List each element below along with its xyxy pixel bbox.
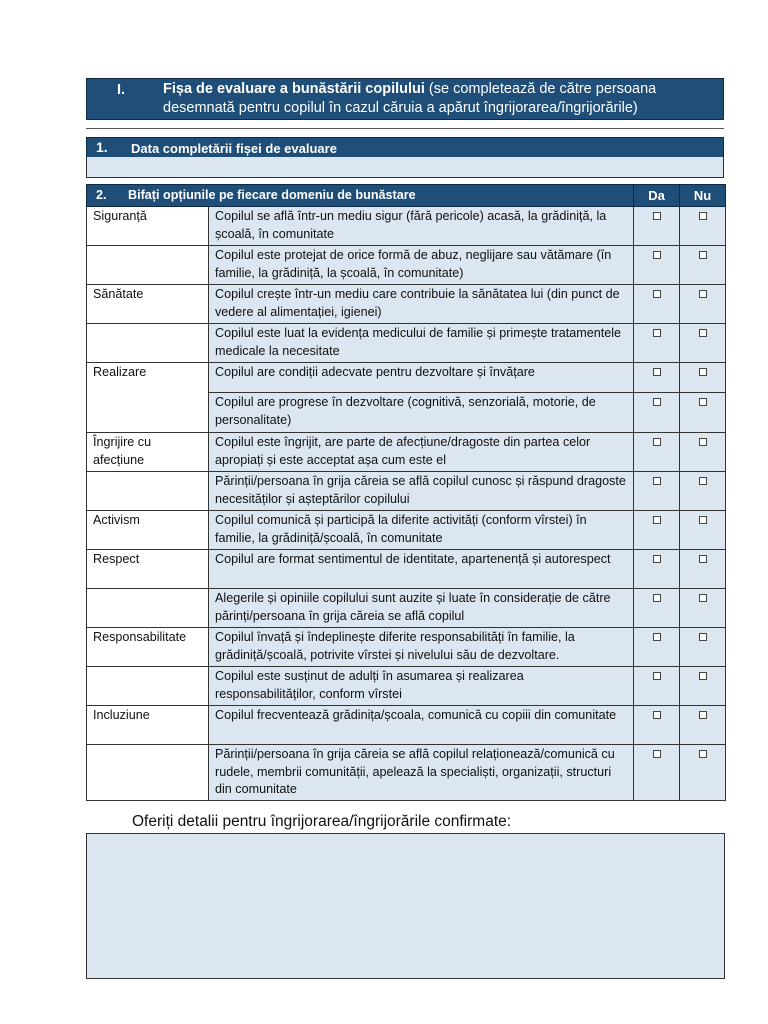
checkbox-yes[interactable] <box>653 711 661 719</box>
checkbox-cell-yes <box>634 324 680 363</box>
section-title <box>163 80 719 118</box>
checkbox-cell-no <box>680 550 726 589</box>
checkbox-cell-no <box>680 285 726 324</box>
checkbox-cell-yes <box>634 246 680 285</box>
checkbox-no[interactable] <box>699 555 707 563</box>
section-title-rest: (se completează de către persoana desemnată pentru copilul în cazul căruia a apărut îngrijorarea/îngrijorările) <box>163 81 657 116</box>
domain-cell: Incluziune <box>87 706 209 745</box>
checkbox-cell-no <box>680 472 726 511</box>
criterion-cell: Copilul este susținut de adulți în asumarea și realizarea responsabilităților, conform vîrstei <box>209 667 634 706</box>
criterion-cell: Copilul este protejat de orice formă de abuz, neglijare sau vătămare (în familie, la grădiniță, la școală, în comunitate) <box>209 246 634 285</box>
criterion-cell: Copilul frecventează grădinița/școala, comunică cu copiii din comunitate <box>209 706 634 745</box>
criterion-cell: Alegerile și opiniile copilului sunt auzite și luate în considerație de către părinți/persoana în grija căreia se află copilul <box>209 589 634 628</box>
evaluation-table-header <box>87 185 726 207</box>
domain-cell <box>87 324 209 363</box>
checkbox-yes[interactable] <box>653 633 661 641</box>
checkbox-cell-yes <box>634 667 680 706</box>
domain-cell <box>87 589 209 628</box>
checkbox-cell-no <box>680 433 726 472</box>
checkbox-yes[interactable] <box>653 477 661 485</box>
column-header-yes: Da <box>634 185 680 207</box>
checkbox-cell-yes <box>634 433 680 472</box>
checkbox-cell-yes <box>634 511 680 550</box>
checkbox-no[interactable] <box>699 594 707 602</box>
part2-header <box>87 185 634 207</box>
criterion-cell: Copilul este îngrijit, are parte de afecțiune/dragoste din partea celor apropiați și este acceptat așa cum este el <box>209 433 634 472</box>
checkbox-cell-no <box>680 511 726 550</box>
domain-cell: Siguranță <box>87 207 209 246</box>
checkbox-cell-no <box>680 363 726 393</box>
table-row <box>87 628 726 667</box>
checkbox-no[interactable] <box>699 368 707 376</box>
checkbox-cell-yes <box>634 628 680 667</box>
domain-cell: Responsabilitate <box>87 628 209 667</box>
checkbox-yes[interactable] <box>653 398 661 406</box>
checkbox-cell-yes <box>634 363 680 393</box>
checkbox-yes[interactable] <box>653 212 661 220</box>
domain-cell: Activism <box>87 511 209 550</box>
checkbox-cell-no <box>680 393 726 433</box>
table-row <box>87 511 726 550</box>
checkbox-no[interactable] <box>699 750 707 758</box>
checkbox-no[interactable] <box>699 633 707 641</box>
column-header-no: Nu <box>680 185 726 207</box>
domain-cell: Sănătate <box>87 285 209 324</box>
checkbox-cell-no <box>680 745 726 801</box>
checkbox-cell-no <box>680 246 726 285</box>
criterion-cell: Copilul are progrese în dezvoltare (cognitivă, senzorială, motorie, de personalitate) <box>209 393 634 433</box>
criterion-cell: Copilul este luat la evidența medicului de familie și primește tratamentele medicale la necesitate <box>209 324 634 363</box>
checkbox-cell-no <box>680 667 726 706</box>
checkbox-yes[interactable] <box>653 516 661 524</box>
table-row <box>87 745 726 801</box>
checkbox-no[interactable] <box>699 329 707 337</box>
section-title-bold: Fișa de evaluare a bunăstării copilului <box>163 81 425 97</box>
checkbox-cell-no <box>680 589 726 628</box>
domain-cell <box>87 667 209 706</box>
checkbox-cell-yes <box>634 472 680 511</box>
details-textarea[interactable] <box>86 833 725 979</box>
table-row <box>87 324 726 363</box>
criterion-cell: Copilul comunică și participă la diferite activități (conform vîrstei) în familie, la grădiniță/școală, în comunitate <box>209 511 634 550</box>
part1-number: 1. <box>96 139 108 155</box>
checkbox-no[interactable] <box>699 516 707 524</box>
checkbox-cell-yes <box>634 706 680 745</box>
completion-date-field[interactable] <box>86 157 724 178</box>
table-row <box>87 207 726 246</box>
domain-cell <box>87 472 209 511</box>
part2-number: 2. <box>96 187 107 202</box>
checkbox-yes[interactable] <box>653 750 661 758</box>
evaluation-table <box>86 184 726 801</box>
domain-cell: Îngrijire cu afecțiune <box>87 433 209 472</box>
table-row <box>87 285 726 324</box>
checkbox-cell-no <box>680 207 726 246</box>
checkbox-cell-yes <box>634 207 680 246</box>
checkbox-yes[interactable] <box>653 672 661 680</box>
section-number: I. <box>117 82 126 98</box>
section-title-banner <box>86 78 724 120</box>
table-row <box>87 363 726 393</box>
checkbox-yes[interactable] <box>653 290 661 298</box>
checkbox-yes[interactable] <box>653 251 661 259</box>
part1-header <box>86 137 724 158</box>
checkbox-no[interactable] <box>699 212 707 220</box>
evaluation-table-body <box>87 207 726 801</box>
criterion-cell: Copilul are format sentimentul de identitate, apartenență și autorespect <box>209 550 634 589</box>
table-row <box>87 706 726 745</box>
table-row <box>87 667 726 706</box>
checkbox-yes[interactable] <box>653 555 661 563</box>
domain-cell <box>87 745 209 801</box>
checkbox-cell-yes <box>634 393 680 433</box>
criterion-cell: Copilul are condiții adecvate pentru dezvoltare și învățare <box>209 363 634 393</box>
table-row <box>87 472 726 511</box>
domain-cell <box>87 246 209 285</box>
checkbox-yes[interactable] <box>653 438 661 446</box>
checkbox-no[interactable] <box>699 290 707 298</box>
criterion-cell: Părinții/persoana în grija căreia se află copilul relaționează/comunică cu rudele, membrii comunității, apelează la specialiști, organizații, structuri din comunitate <box>209 745 634 801</box>
checkbox-yes[interactable] <box>653 594 661 602</box>
checkbox-no[interactable] <box>699 711 707 719</box>
domain-cell: Realizare <box>87 363 209 393</box>
part1-title: Data completării fișei de evaluare <box>131 141 337 156</box>
checkbox-no[interactable] <box>699 477 707 485</box>
divider-line <box>86 128 724 129</box>
checkbox-yes[interactable] <box>653 368 661 376</box>
checkbox-no[interactable] <box>699 672 707 680</box>
table-row <box>87 589 726 628</box>
domain-cell: Respect <box>87 550 209 589</box>
checkbox-cell-yes <box>634 745 680 801</box>
checkbox-no[interactable] <box>699 398 707 406</box>
table-row <box>87 246 726 285</box>
criterion-cell: Părinții/persoana în grija căreia se află copilul cunosc și răspund dragoste necesităților și așteptărilor copilului <box>209 472 634 511</box>
table-row <box>87 393 726 433</box>
details-label: Oferiți detalii pentru îngrijorarea/îngrijorările confirmate: <box>132 813 512 830</box>
checkbox-cell-no <box>680 324 726 363</box>
checkbox-cell-yes <box>634 550 680 589</box>
criterion-cell: Copilul învață și îndeplinește diferite responsabilități în familie, la grădiniță/școală, potrivite vîrstei și nivelului său de dezvoltare. <box>209 628 634 667</box>
criterion-cell: Copilul se află într-un mediu sigur (fără pericole) acasă, la grădiniță, la școală, în comunitate <box>209 207 634 246</box>
table-row <box>87 433 726 472</box>
checkbox-cell-no <box>680 628 726 667</box>
checkbox-cell-yes <box>634 285 680 324</box>
checkbox-cell-yes <box>634 589 680 628</box>
part2-title: Bifați opțiunile pe fiecare domeniu de bunăstare <box>128 187 416 202</box>
checkbox-cell-no <box>680 706 726 745</box>
criterion-cell: Copilul crește într-un mediu care contribuie la sănătatea lui (din punct de vedere al alimentației, igienei) <box>209 285 634 324</box>
checkbox-no[interactable] <box>699 251 707 259</box>
checkbox-yes[interactable] <box>653 329 661 337</box>
domain-cell <box>87 393 209 433</box>
checkbox-no[interactable] <box>699 438 707 446</box>
table-row <box>87 550 726 589</box>
